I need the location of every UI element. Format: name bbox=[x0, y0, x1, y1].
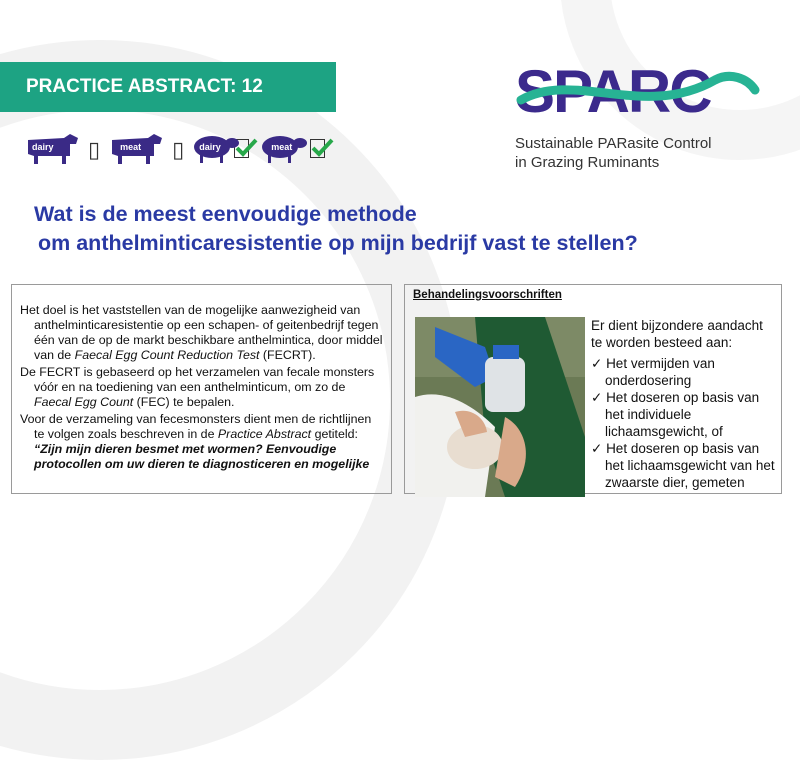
checkmark-icon: ✓ bbox=[591, 356, 607, 371]
intro-paragraph-2: De FECRT is gebaseerd op het verzamelen van fecale monsters vóór en na toediening van een anthelminticum, om zo de Faecal Egg Count (FEC) te bepalen. bbox=[20, 365, 375, 409]
checkmark-icon: ✓ bbox=[591, 390, 607, 405]
dairy-cow-icon bbox=[24, 130, 80, 171]
checkbox-icon: ▯ bbox=[88, 137, 101, 163]
treatment-heading: Behandelingsvoorschriften bbox=[413, 289, 562, 301]
logo-subtitle bbox=[515, 134, 712, 172]
intro-paragraph-3: Voor de verzameling van fecesmonsters dient men de richtlijnen te volgen zoals beschreven in de Practice Abstract getiteld: “Zijn mijn dieren besmet met wormen? Eenvoudige protocollen om uw dieren te diagnosticeren en mogelijke bbox=[20, 412, 372, 471]
treatment-panel bbox=[404, 284, 782, 494]
practice-abstract-banner: PRACTICE ABSTRACT: 12 bbox=[0, 62, 336, 112]
treatment-list bbox=[591, 355, 777, 491]
logo-subtitle-line1: Sustainable PARasite Control bbox=[515, 135, 712, 152]
sparc-logo bbox=[515, 60, 765, 122]
list-item: ✓ Het doseren op basis van het individuele lichaamsgewicht, of bbox=[591, 390, 760, 439]
animal-label: dairy bbox=[199, 141, 221, 152]
intro-paragraph-1: Het doel is het vaststellen van de mogelijke aanwezigheid van anthelminticaresistentie op een schapen- of geitenbedrijf tegen één van de op de markt beschikbare anthelmintica, door middel van de Faecal Egg Count Reduction Test (FECRT). bbox=[20, 303, 383, 362]
treatment-intro: Er dient bijzondere aandacht te worden besteed aan: bbox=[591, 318, 763, 350]
checkbox-icon: ▯ bbox=[172, 137, 185, 163]
logo-subtitle-line2: in Grazing Ruminants bbox=[515, 154, 660, 171]
checkmark-icon bbox=[310, 137, 336, 164]
intro-panel bbox=[11, 284, 392, 494]
animal-type-selector bbox=[24, 130, 336, 170]
title-line1: Wat is de meest eenvoudige methode bbox=[34, 202, 417, 226]
meat-sheep-icon bbox=[260, 131, 308, 170]
title-line2: om anthelminticaresistentie op mijn bedrijf vast te stellen? bbox=[38, 231, 638, 255]
meat-cow-icon bbox=[108, 130, 164, 171]
animal-label: meat bbox=[271, 141, 293, 152]
treatment-text bbox=[591, 317, 777, 491]
dairy-sheep-icon bbox=[192, 131, 240, 170]
list-item: ✓ Het vermijden van onderdosering bbox=[591, 356, 715, 388]
checkmark-icon: ✓ bbox=[591, 441, 607, 456]
page-title bbox=[34, 200, 794, 258]
animal-label: dairy bbox=[32, 141, 54, 152]
list-item: ✓ Het doseren op basis van het lichaamsgewicht van het zwaarste dier, gemeten bbox=[591, 441, 775, 490]
logo-wordmark: SPARC bbox=[515, 60, 711, 122]
drenching-photo bbox=[415, 317, 585, 497]
animal-label: meat bbox=[120, 141, 142, 152]
